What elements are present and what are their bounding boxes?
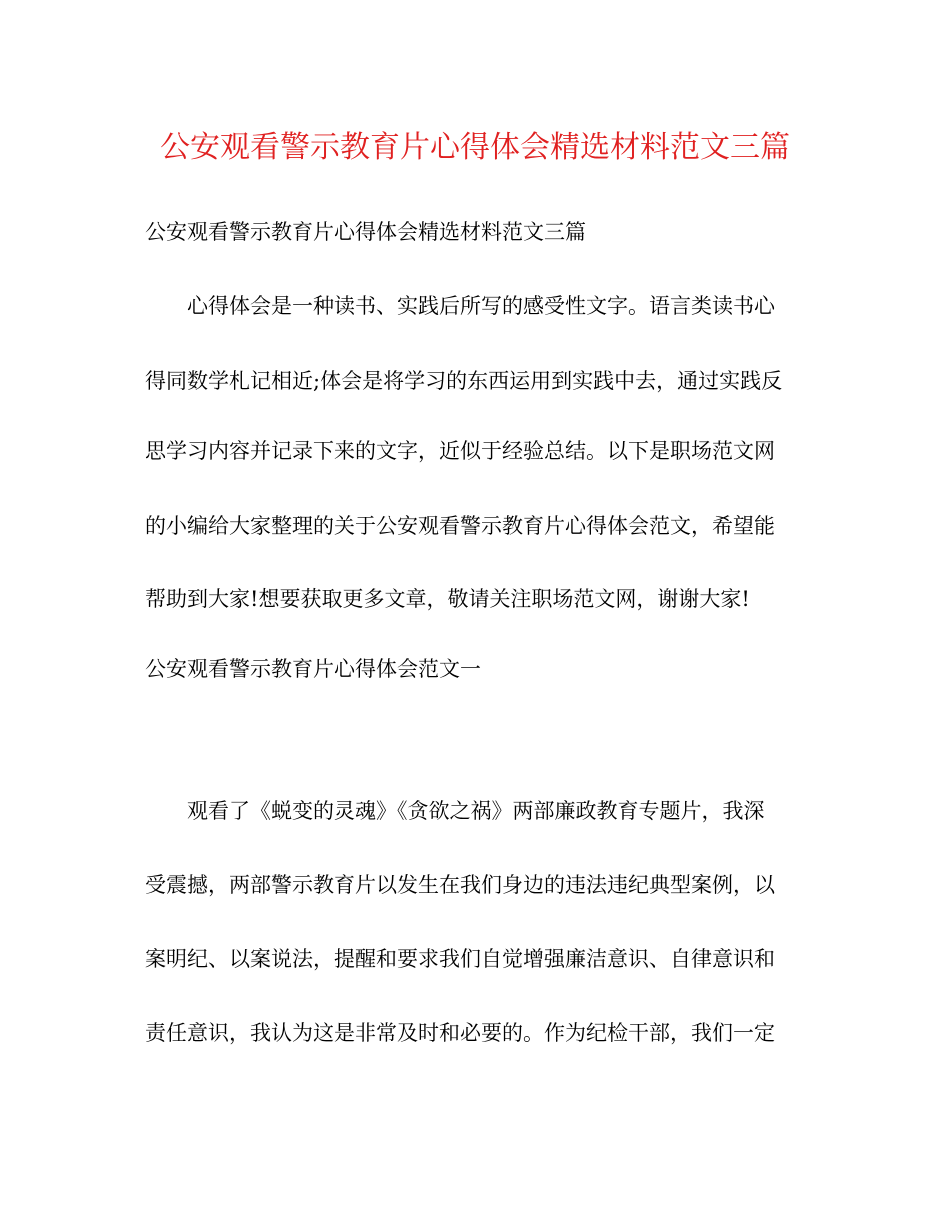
document-subtitle: 公安观看警示教育片心得体会精选材料范文三篇 bbox=[145, 220, 586, 244]
section-heading: 公安观看警示教育片心得体会范文一 bbox=[145, 657, 481, 681]
section-line: 责任意识，我认为这是非常及时和必要的。作为纪检干部，我们一定 bbox=[145, 1021, 775, 1045]
section-line: 受震撼，两部警示教育片以发生在我们身边的违法违纪典型案例，以 bbox=[145, 873, 775, 897]
document-title: 公安观看警示教育片心得体会精选材料范文三篇 bbox=[160, 130, 790, 165]
intro-line: 心得体会是一种读书、实践后所写的感受性文字。语言类读书心 bbox=[187, 294, 775, 318]
intro-line: 帮助到大家!想要获取更多文章，敬请关注职场范文网，谢谢大家! bbox=[145, 587, 750, 611]
intro-line: 思学习内容并记录下来的文字，近似于经验总结。以下是职场范文网 bbox=[145, 439, 775, 463]
intro-line: 的小编给大家整理的关于公安观看警示教育片心得体会范文，希望能 bbox=[145, 514, 775, 538]
section-line: 案明纪、以案说法，提醒和要求我们自觉增强廉洁意识、自律意识和 bbox=[145, 947, 775, 971]
section-line: 观看了《蜕变的灵魂》《贪欲之祸》两部廉政教育专题片，我深 bbox=[187, 799, 765, 823]
intro-line: 得同数学札记相近;体会是将学习的东西运用到实践中去，通过实践反 bbox=[145, 369, 783, 393]
